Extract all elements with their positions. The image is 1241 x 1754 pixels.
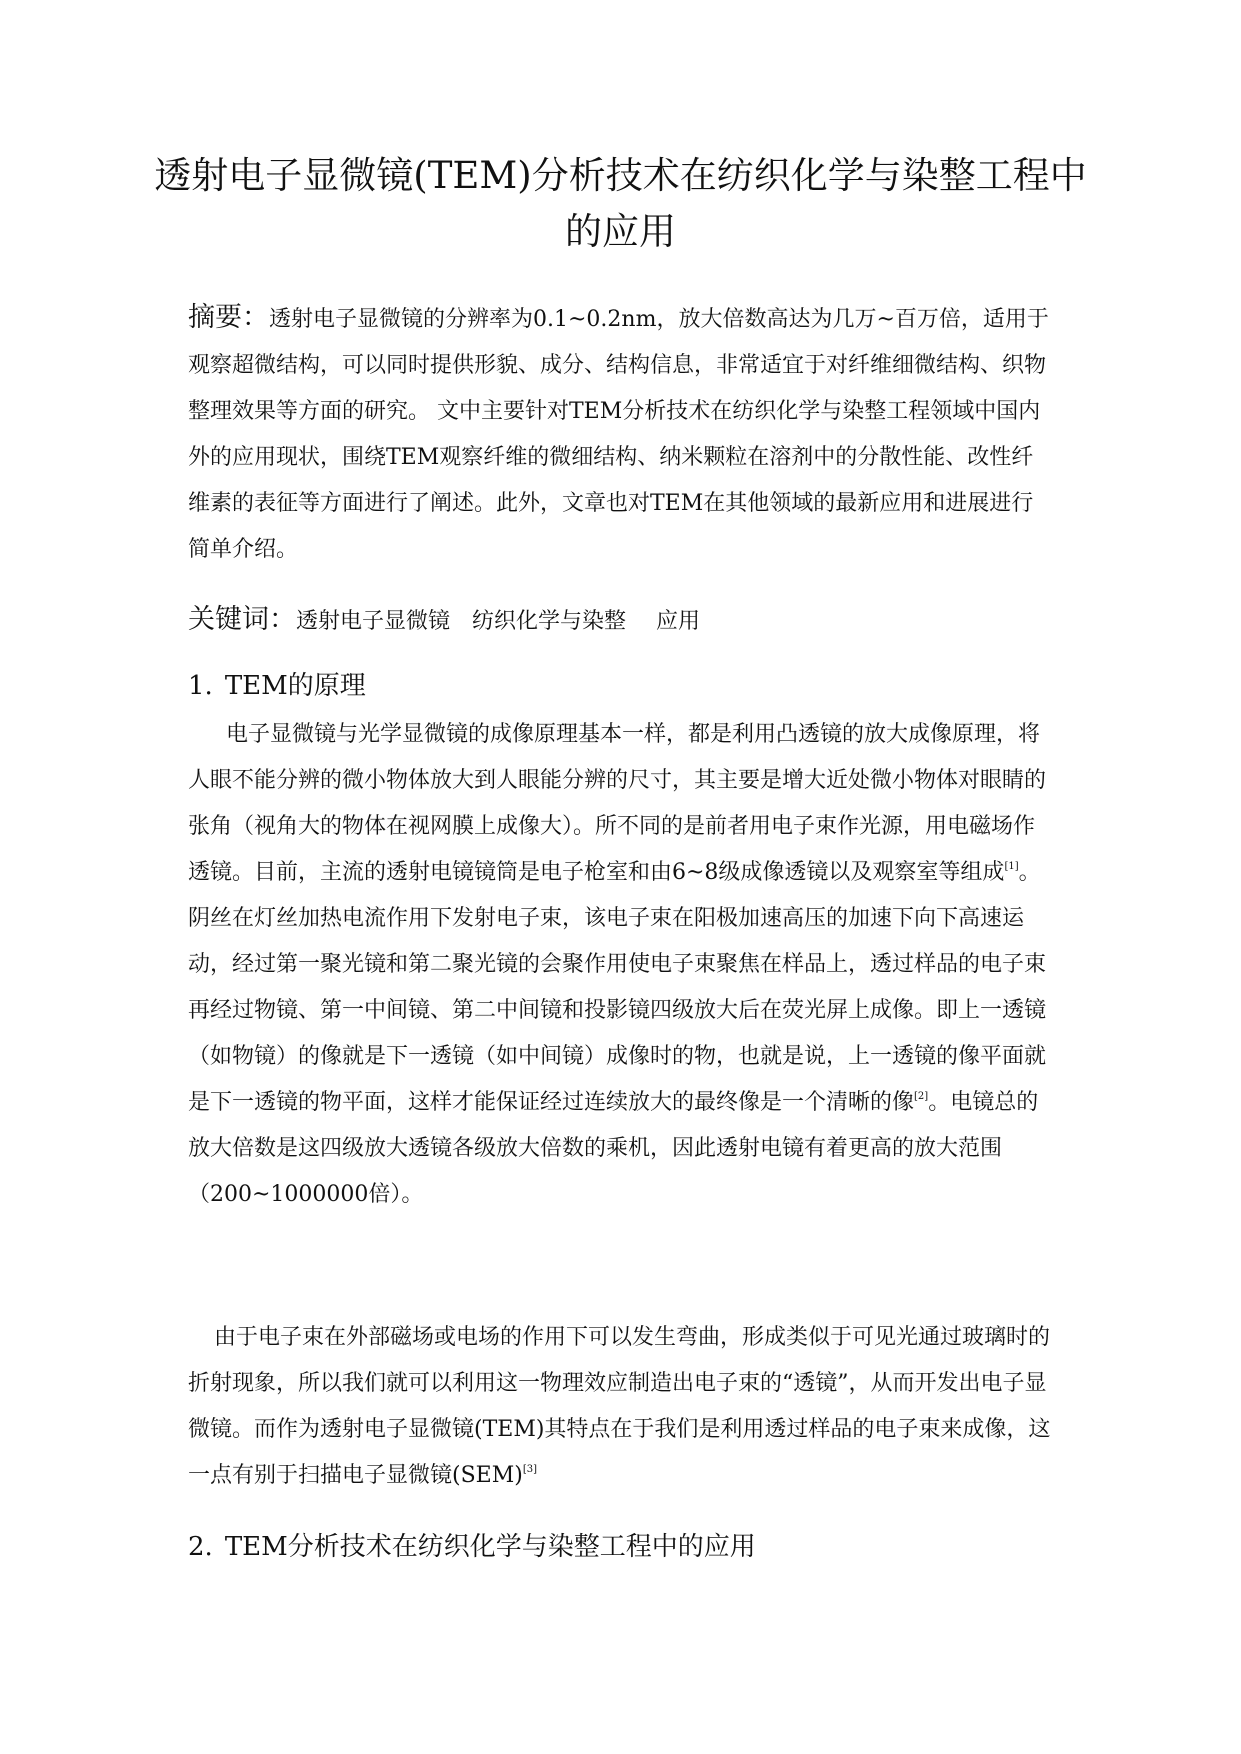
body-paragraph (188, 712, 1054, 1218)
keywords-label: 关键词： (188, 604, 296, 635)
section-heading-1 (188, 666, 366, 706)
paragraph-text: 。电镜总的放大倍数是这四级放大透镜各级放大倍数的乘机，因此透射电镜有着更高的放大范围（200~1000000倍）。 (188, 1090, 1039, 1207)
citation-ref: [3] (522, 1464, 537, 1475)
abstract-label: 摘要： (188, 302, 269, 333)
paragraph-text: 由于电子束在外部磁场或电场的作用下可以发生弯曲，形成类似于可见光通过玻璃时的折射现象，所以我们就可以利用这一物理效应制造出电子束的“透镜”，从而开发出电子显微镜。而作为透射电子显微镜(TEM)其特点在于我们是利用透过样品的电子束来成像，这一点有别于扫描电子显微镜(SEM) (188, 1325, 1051, 1488)
citation-ref: [1] (1004, 861, 1019, 872)
section-title: TEM的原理 (224, 671, 366, 701)
section-number: 1. (188, 671, 213, 701)
abstract-paragraph (188, 295, 1054, 573)
paper-title: 透射电子显微镜(TEM)分析技术在纺织化学与染整工程中的应用 (154, 154, 1087, 253)
keyword-item: 透射电子显微镜 (296, 609, 451, 634)
keyword-item: 应用 (656, 609, 701, 634)
keyword-item: 纺织化学与染整 (472, 609, 627, 634)
section-heading-2 (188, 1527, 756, 1567)
section-title: TEM分析技术在纺织化学与染整工程中的应用 (224, 1532, 756, 1562)
keywords-line (188, 598, 1054, 644)
body-paragraph (188, 1315, 1054, 1499)
citation-ref: [2] (914, 1091, 929, 1102)
paragraph-text: 。阴丝在灯丝加热电流作用下发射电子束，该电子束在阳极加速高压的加速下向下高速运动，经过第一聚光镜和第二聚光镜的会聚作用使电子束聚焦在样品上，透过样品的电子束再经过物镜、第一中间镜、第二中间镜和投影镜四级放大后在荧光屏上成像。即上一透镜（如物镜）的像就是下一透镜（如中间镜）成像时的物，也就是说，上一透镜的像平面就是下一透镜的物平面，这样才能保证经过连续放大的最终像是一个清晰的像 (188, 860, 1047, 1115)
paragraph-text: 电子显微镜与光学显微镜的成像原理基本一样，都是利用凸透镜的放大成像原理，将人眼不能分辨的微小物体放大到人眼能分辨的尺寸，其主要是增大近处微小物体对眼睛的张角（视角大的物体在视网膜上成像大）。所不同的是前者用电子束作光源，用电磁场作透镜。目前，主流的透射电镜镜筒是电子枪室和由6~8级成像透镜以及观察室等组成 (188, 722, 1047, 885)
section-number: 2. (188, 1532, 213, 1562)
abstract-text: 透射电子显微镜的分辨率为0.1~0.2nm，放大倍数高达为几万~百万倍，适用于观察超微结构，可以同时提供形貌、成分、结构信息，非常适宜于对纤维细微结构、织物整理效果等方面的研究。 文中主要针对TEM分析技术在纺织化学与染整工程领域中国内外的应用现状，围绕TEM观察纤维的微细结构、纳米颗粒在溶剂中的分散性能、改性纤维素的表征等方面进行了阐述。此外，文章也对TEM在其他领域的最新应用和进展进行简单介绍。 (188, 307, 1049, 562)
